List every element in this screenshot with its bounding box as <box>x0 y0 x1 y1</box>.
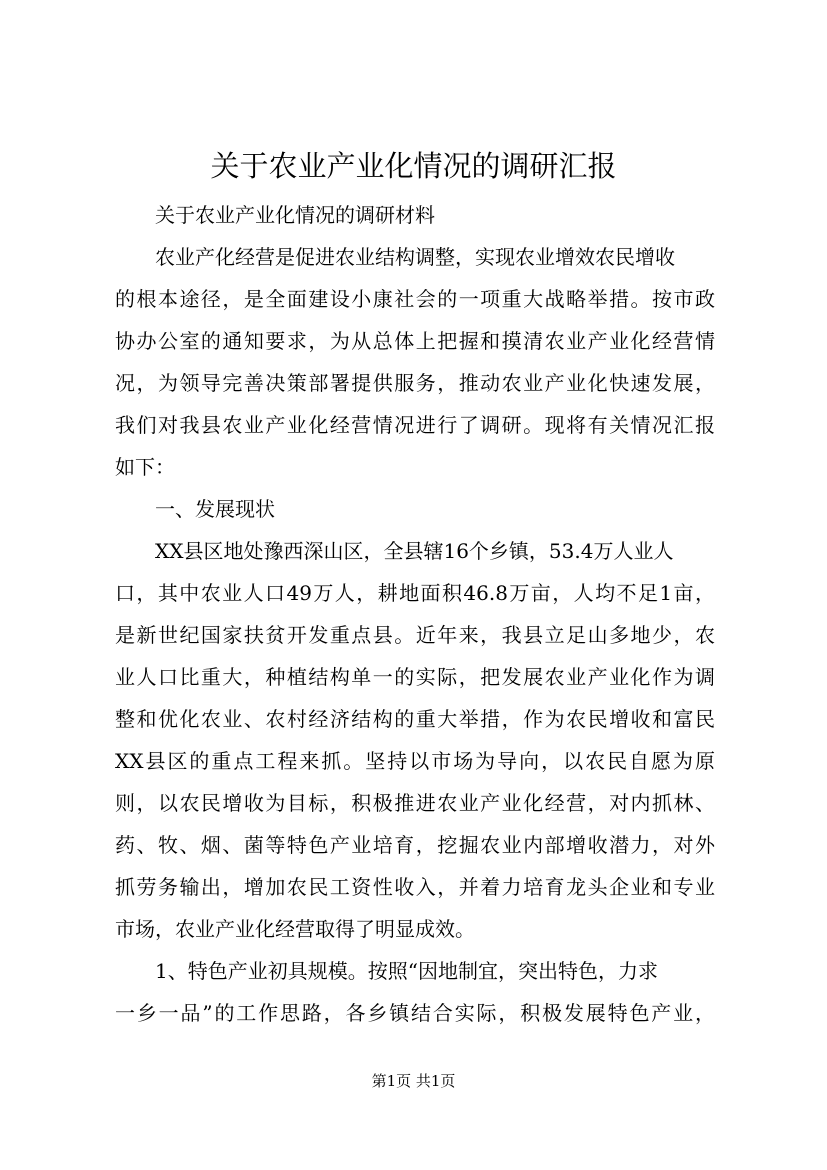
document-title: 关于农业产业化情况的调研汇报 <box>210 149 617 183</box>
page-footer: 第1页 共1页 <box>371 1072 456 1090</box>
paragraph-line: 整和优化农业、农村经济结构的重大举措，作为农民增收和富民 <box>115 707 715 731</box>
paragraph-line: XX县区的重点工程来抓。坚持以市场为导向，以农民自愿为原 <box>115 749 715 773</box>
paragraph-line: 抓劳务输出，增加农民工资性收入，并着力培育龙头企业和专业 <box>115 875 715 899</box>
paragraph-line: 是新世纪国家扶贫开发重点县。近年来，我县立足山多地少，农 <box>115 623 715 647</box>
paragraph-line: 协办公室的通知要求，为从总体上把握和摸清农业产业化经营情 <box>115 329 715 353</box>
paragraph-line: 口，其中农业人口49万人，耕地面积46.8万亩，人均不足1亩， <box>115 581 715 605</box>
paragraph-line: 药、牧、烟、菌等特色产业培育，挖掘农业内部增收潜力，对外 <box>115 833 715 857</box>
paragraph-line: 如下： <box>115 455 175 479</box>
paragraph-line: 我们对我县农业产业化经营情况进行了调研。现将有关情况汇报 <box>115 413 715 437</box>
paragraph-line: 农业产化经营是促进农业结构调整，实现农业增效农民增收 <box>155 245 675 269</box>
paragraph-line: 1、特色产业初具规模。按照“因地制宜，突出特色，力求 <box>155 959 658 983</box>
paragraph-line: 则，以农民增收为目标，积极推进农业产业化经营，对内抓林、 <box>115 791 715 815</box>
section-heading: 一、发展现状 <box>155 497 275 521</box>
paragraph-line: 市场，农业产业化经营取得了明显成效。 <box>115 917 475 941</box>
paragraph-line: XX县区地处豫西深山区，全县辖16个乡镇，53.4万人业人 <box>155 539 674 563</box>
paragraph-line: 一乡一品”的工作思路，各乡镇结合实际，积极发展特色产业， <box>115 1001 715 1025</box>
subtitle-line: 关于农业产业化情况的调研材料 <box>155 203 435 227</box>
paragraph-line: 况，为领导完善决策部署提供服务，推动农业产业化快速发展， <box>115 371 715 395</box>
paragraph-line: 的根本途径，是全面建设小康社会的一项重大战略举措。按市政 <box>115 287 715 311</box>
paragraph-line: 业人口比重大，种植结构单一的实际，把发展农业产业化作为调 <box>115 665 715 689</box>
